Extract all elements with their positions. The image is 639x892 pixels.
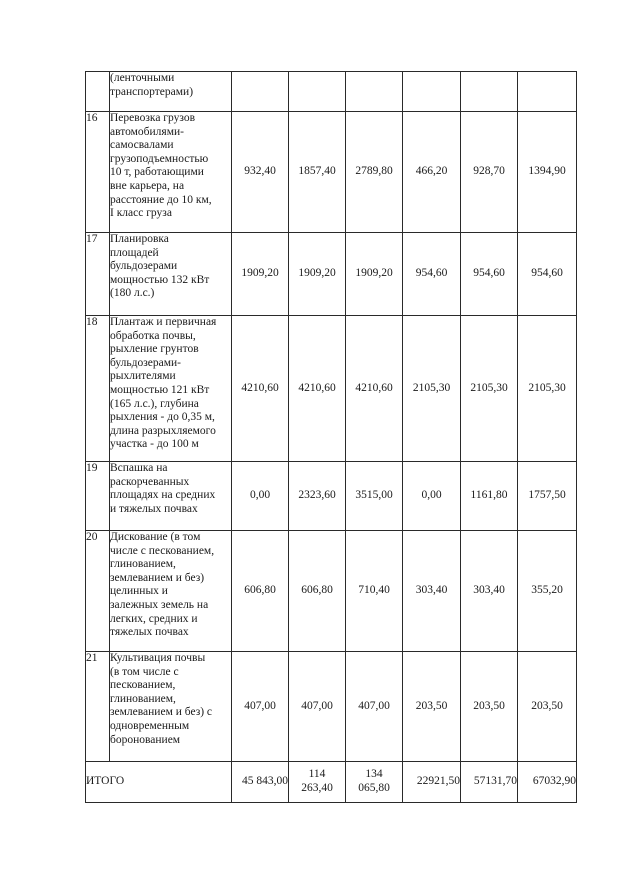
cell-value: 4210,60	[289, 316, 346, 462]
cell-value: 3515,00	[346, 462, 403, 531]
row-number	[86, 72, 110, 112]
row-description: Планировка площадей бульдозерами мощностью 132 кВт (180 л.с.)	[110, 233, 232, 316]
cell-value: 954,60	[403, 233, 461, 316]
row-description: Культивация почвы (в том числе с пескованием, глинованием, землеванием и без) с одновременным боронованием	[110, 652, 232, 762]
total-label: ИТОГО	[86, 762, 232, 803]
row-number: 18	[86, 316, 110, 462]
cell-value: 2105,30	[518, 316, 577, 462]
table-row	[86, 72, 577, 112]
cell-value: 1161,80	[461, 462, 518, 531]
total-value: 134 065,80	[346, 762, 403, 803]
cell-value: 407,00	[232, 652, 289, 762]
cell-value	[403, 72, 461, 112]
cell-value: 203,50	[518, 652, 577, 762]
cell-value	[232, 72, 289, 112]
table-row	[86, 652, 577, 762]
cell-value	[346, 72, 403, 112]
table-row	[86, 233, 577, 316]
row-description: Плантаж и первичная обработка почвы, рыхление грунтов бульдозерами- рыхлителями мощностью 121 кВт (165 л.с.), глубина рыхления - до 0,35 м, длина разрыхляемого участка - до 100 м	[110, 316, 232, 462]
cell-value: 1909,20	[289, 233, 346, 316]
cost-table	[85, 71, 577, 803]
cell-value: 710,40	[346, 531, 403, 652]
row-number: 17	[86, 233, 110, 316]
table-row	[86, 112, 577, 233]
cell-value: 203,50	[403, 652, 461, 762]
cell-value	[461, 72, 518, 112]
cell-value: 2789,80	[346, 112, 403, 233]
cell-value: 606,80	[289, 531, 346, 652]
cell-value: 0,00	[403, 462, 461, 531]
total-value: 45 843,00	[232, 762, 289, 803]
row-number: 19	[86, 462, 110, 531]
total-value: 114 263,40	[289, 762, 346, 803]
total-value: 22921,50	[403, 762, 461, 803]
table-row	[86, 462, 577, 531]
table-row	[86, 531, 577, 652]
table-row	[86, 316, 577, 462]
cell-value: 407,00	[289, 652, 346, 762]
cell-value: 407,00	[346, 652, 403, 762]
cell-value: 2105,30	[461, 316, 518, 462]
cell-value: 1909,20	[346, 233, 403, 316]
cell-value: 954,60	[518, 233, 577, 316]
row-description: (ленточными транспортерами)	[110, 72, 232, 112]
row-description: Вспашка на раскорчеванных площадях на средних и тяжелых почвах	[110, 462, 232, 531]
cell-value: 2323,60	[289, 462, 346, 531]
total-value: 57131,70	[461, 762, 518, 803]
row-number: 21	[86, 652, 110, 762]
cell-value: 1857,40	[289, 112, 346, 233]
cell-value	[518, 72, 577, 112]
cell-value: 606,80	[232, 531, 289, 652]
cell-value: 1394,90	[518, 112, 577, 233]
cell-value: 466,20	[403, 112, 461, 233]
cell-value: 928,70	[461, 112, 518, 233]
cell-value: 203,50	[461, 652, 518, 762]
cell-value: 1757,50	[518, 462, 577, 531]
row-description: Перевозка грузов автомобилями- самосвалами грузоподъемностью 10 т, работающими вне карьера, на расстояние до 10 км, I класс груза	[110, 112, 232, 233]
cell-value: 303,40	[461, 531, 518, 652]
cell-value: 954,60	[461, 233, 518, 316]
cell-value	[289, 72, 346, 112]
row-description: Дискование (в том числе с пескованием, глинованием, землеванием и без) целинных и залежных земель на легких, средних и тяжелых почвах	[110, 531, 232, 652]
cell-value: 4210,60	[346, 316, 403, 462]
cell-value: 355,20	[518, 531, 577, 652]
cell-value: 4210,60	[232, 316, 289, 462]
cell-value: 932,40	[232, 112, 289, 233]
row-number: 20	[86, 531, 110, 652]
row-number: 16	[86, 112, 110, 233]
total-row	[86, 762, 577, 803]
cell-value: 303,40	[403, 531, 461, 652]
cell-value: 2105,30	[403, 316, 461, 462]
cell-value: 1909,20	[232, 233, 289, 316]
cell-value: 0,00	[232, 462, 289, 531]
total-value: 67032,90	[518, 762, 577, 803]
